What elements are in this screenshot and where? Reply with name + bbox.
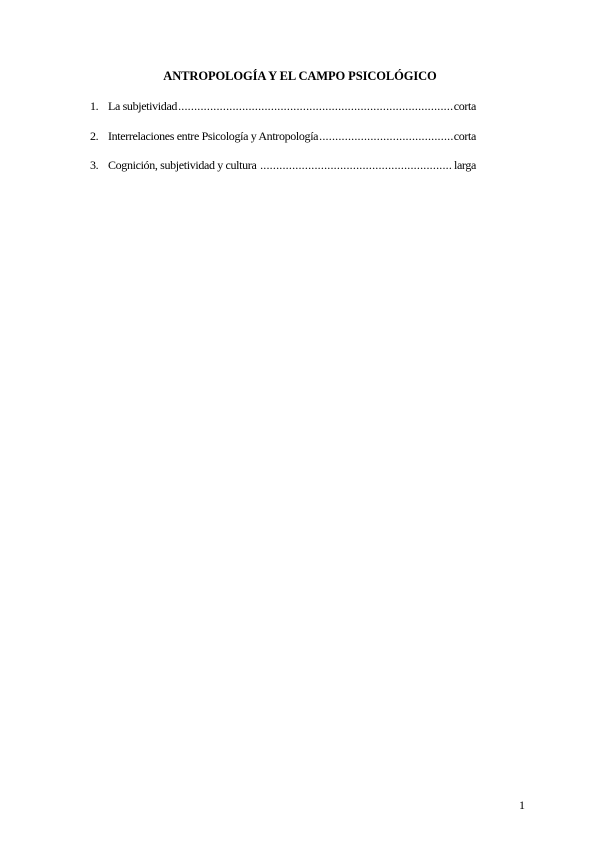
toc-item	[90, 128, 476, 144]
toc-item-length: corta	[453, 128, 476, 143]
toc-item-label: Interrelaciones entre Psicología y Antropología	[108, 128, 319, 143]
toc-item	[90, 157, 476, 173]
toc-item-length: corta	[453, 99, 476, 113]
toc-dot-leader	[178, 98, 453, 114]
toc-item-number: 1.	[90, 99, 99, 113]
toc-item-number: 3.	[90, 158, 99, 172]
table-of-contents	[90, 98, 476, 187]
toc-item-length: larga	[453, 158, 476, 172]
toc-item-label: La subjetividad	[108, 99, 178, 113]
page-title: ANTROPOLOGÍA Y EL CAMPO PSICOLÓGICO	[163, 69, 437, 83]
toc-dot-leader	[319, 128, 453, 144]
toc-item-number: 2.	[90, 128, 99, 143]
toc-dot-leader	[260, 157, 453, 173]
page-number: 1	[519, 798, 525, 812]
toc-item	[90, 98, 476, 114]
toc-item-label: Cognición, subjetividad y cultura	[108, 158, 260, 172]
